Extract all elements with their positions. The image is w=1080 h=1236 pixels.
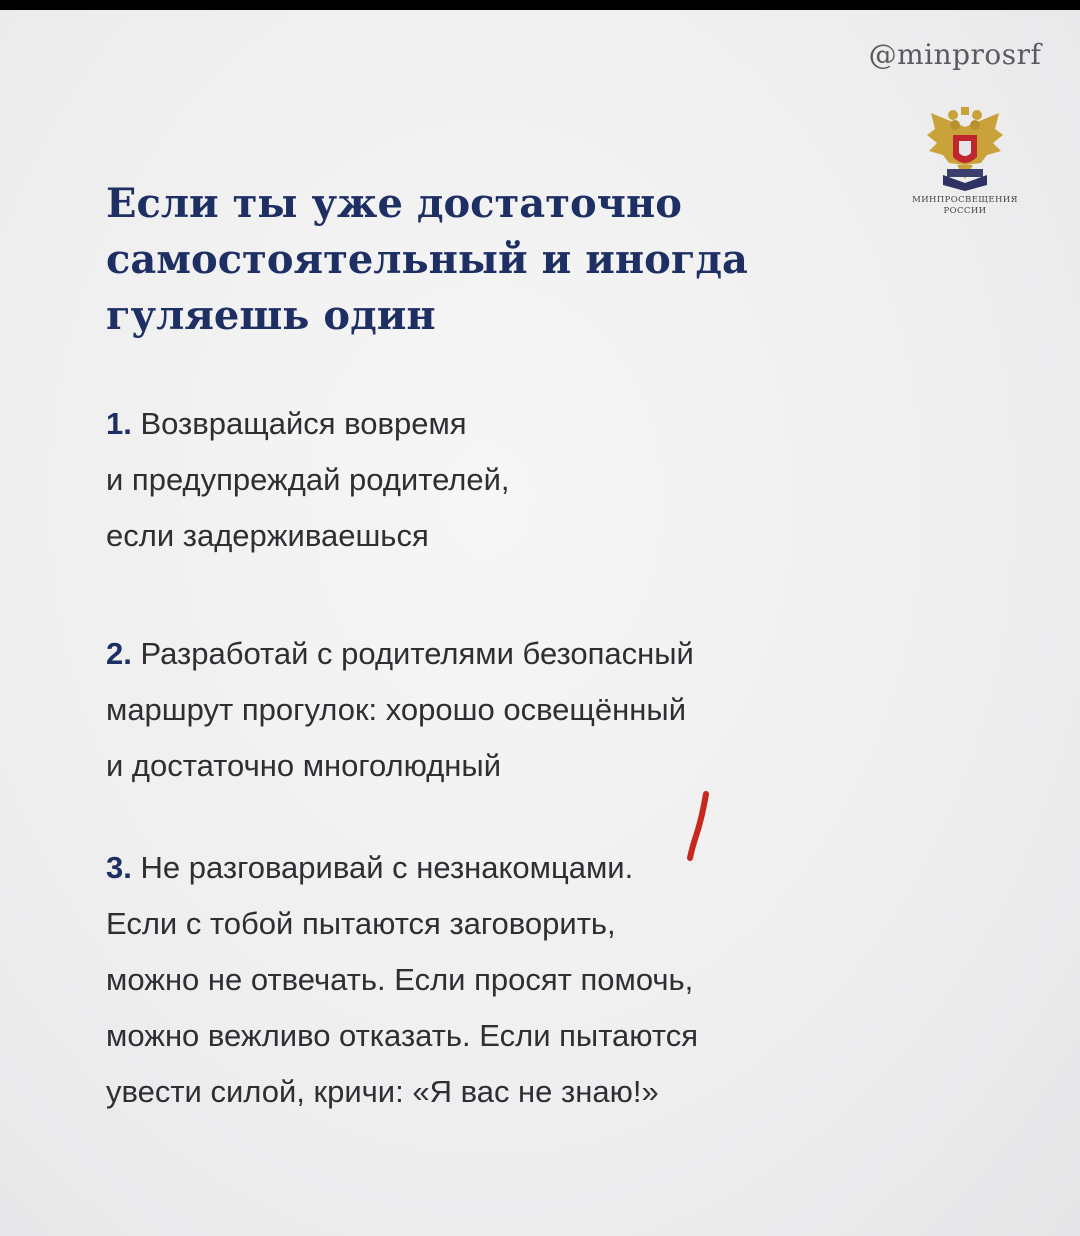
- emblem-caption-line1: МИНПРОСВЕЩЕНИЯ: [912, 195, 1018, 205]
- tip-text-2: Разработай с родителями безопасный маршрут прогулок: хорошо освещённый и достаточно многолюдный: [106, 636, 694, 783]
- tip-number-3: 3.: [106, 850, 132, 885]
- red-pen-mark: [676, 788, 716, 862]
- emblem-caption-line2: РОССИИ: [943, 206, 987, 216]
- tip-number-2: 2.: [106, 636, 132, 671]
- account-handle: @minprosrf: [868, 38, 1042, 71]
- tip-text-1: Возвращайся вовремя и предупреждай родителей, если задерживаешься: [106, 406, 510, 553]
- tip-item-1: [106, 396, 906, 564]
- info-card: [0, 10, 1080, 1236]
- headline: Если ты уже достаточно самостоятельный и иногда гуляешь один: [106, 180, 748, 339]
- ministry-emblem: [880, 105, 1050, 245]
- tip-item-3: [106, 840, 906, 1120]
- double-headed-eagle-emblem-icon: [925, 105, 1005, 193]
- tip-item-2: [106, 626, 906, 794]
- emblem-caption: [880, 195, 1050, 217]
- tip-text-3: Не разговаривай с незнакомцами. Если с тобой пытаются заговорить, можно не отвечать. Если просят помочь, можно вежливо отказать. Если пытаются увести силой, кричи: «Я вас не знаю!»: [106, 850, 698, 1109]
- tip-number-1: 1.: [106, 406, 132, 441]
